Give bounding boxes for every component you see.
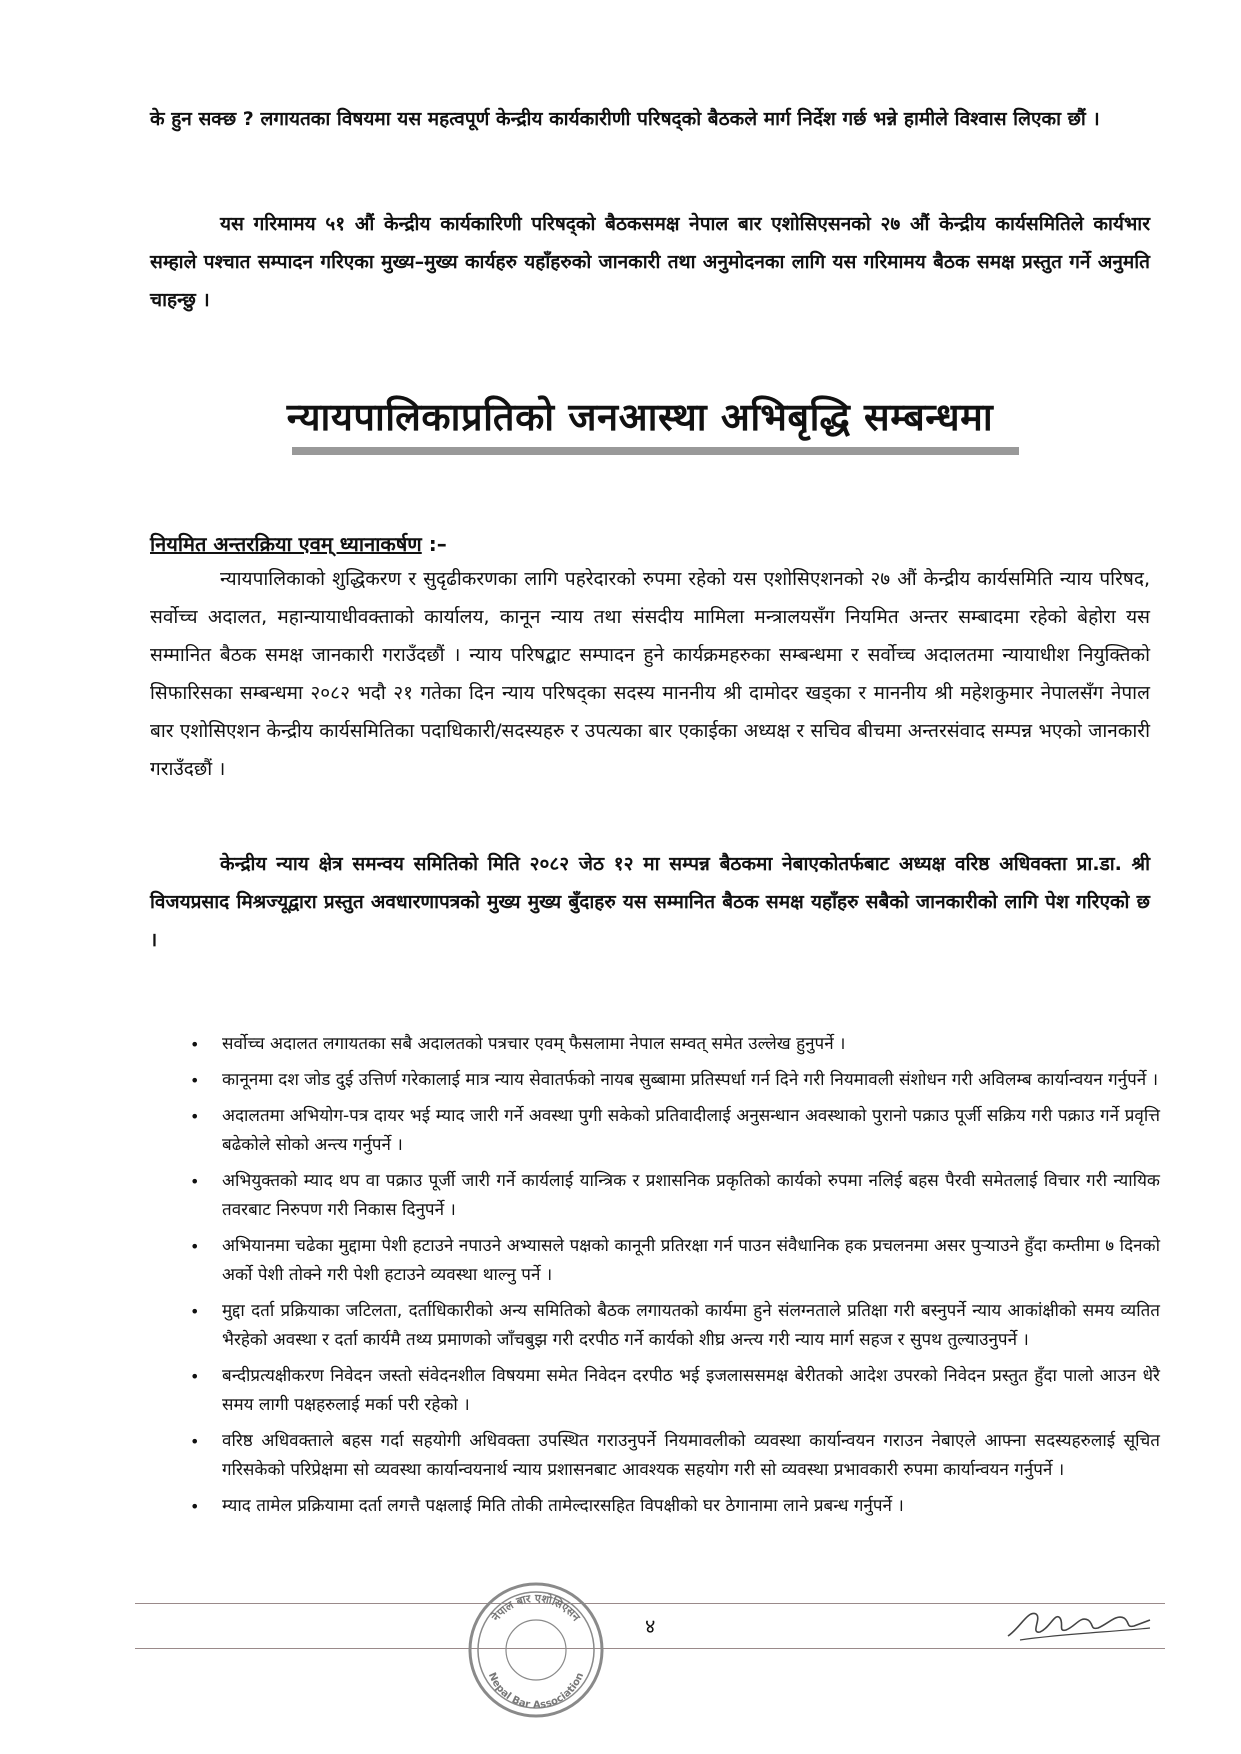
page-number: ४ bbox=[645, 1614, 656, 1638]
subheading-suffix: :– bbox=[421, 532, 447, 556]
list-item-text: म्याद तामेल प्रक्रियामा दर्ता लगत्तै पक्षलाई मिति तोकी तामेल्दारसहित विपक्षीको घर ठेगानामा लाने प्रबन्ध गर्नुपर्ने । bbox=[222, 1496, 904, 1516]
bullet-icon: • bbox=[190, 1035, 200, 1054]
bullet-icon: • bbox=[190, 1071, 200, 1090]
list-item bbox=[150, 1102, 1160, 1160]
committee-paragraph: केन्द्रीय न्याय क्षेत्र समन्वय समितिको मिति २०८२ जेठ १२ मा सम्पन्न बैठकमा नेबाएकोतर्फबाट अध्यक्ष वरिष्ठ अधिवक्ता प्रा.डा. श्री विजयप्रसाद मिश्रज्यूद्वारा प्रस्तुत अवधारणापत्रको मुख्य मुख्य बुँदाहरु यस सम्मानित बैठक समक्ष यहाँहरु सबैको जानकारीको लागि पेश गरिएको छ । bbox=[150, 853, 1150, 951]
title-underline-bar bbox=[292, 447, 1019, 455]
bullet-icon: • bbox=[190, 1237, 200, 1256]
list-item-text: मुद्दा दर्ता प्रक्रियाका जटिलता, दर्ताधिकारीको अन्य समितिको बैठक लगायतको कार्यमा हुने संलग्नताले प्रतिक्षा गरी बस्नुपर्ने न्याय आकांक्षीको समय व्यतित भैरहेको अवस्था र दर्ता कार्यमै तथ्य प्रमाणको जाँचबुझ गरी दरपीठ गर्ने कार्यको शीघ्र अन्त्य गरी न्याय मार्ग सहज र सुपथ तुल्याउनुपर्ने । bbox=[222, 1301, 1160, 1350]
bullet-icon: • bbox=[190, 1432, 200, 1451]
list-item bbox=[150, 1167, 1160, 1225]
list-item bbox=[150, 1066, 1160, 1095]
interaction-paragraph: न्यायपालिकाको शुद्धिकरण र सुदृढीकरणका लागि पहरेदारको रुपमा रहेको यस एशोसिएशनको २७ औं केन्द्रीय कार्यसमिति न्याय परिषद, सर्वोच्च अदालत, महान्यायाधीवक्ताको कार्यालय, कानून न्याय तथा संसदीय मामिला मन्त्रालयसँग नियमित अन्तर सम्बादमा रहेको बेहोरा यस सम्मानित बैठक समक्ष जानकारी गराउँदछौं । न्याय परिषद्बाट सम्पादन हुने कार्यक्रमहरुका सम्बन्धमा र सर्वोच्च अदालतमा न्यायाधीश नियुक्तिको सिफारिसका सम्बन्धमा २०८२ भदौ २१ गतेका दिन न्याय परिषद्का सदस्य माननीय श्री दामोदर खड्का र माननीय श्री महेशकुमार नेपालसँग नेपाल बार एशोसिएशन केन्द्रीय कार्यसमितिका पदाधिकारी/सदस्यहरु र उपत्यका बार एकाईका अध्यक्ष र सचिव बीचमा अन्तरसंवाद सम्पन्न भएको जानकारी गराउँदछौं । bbox=[150, 568, 1150, 780]
list-item bbox=[150, 1030, 1160, 1059]
list-item-text: अभियानमा चढेका मुद्दामा पेशी हटाउने नपाउने अभ्यासले पक्षको कानूनी प्रतिरक्षा गर्न पाउन संवैधानिक हक प्रचलनमा असर पुर्‍याउने हुँदा कम्तीमा ७ दिनको अर्को पेशी तोक्ने गरी पेशी हटाउने व्यवस्था थाल्नु पर्ने । bbox=[222, 1236, 1160, 1285]
bullet-icon: • bbox=[190, 1367, 200, 1386]
list-item-text: अदालतमा अभियोग-पत्र दायर भई म्याद जारी गर्ने अवस्था पुगी सकेको प्रतिवादीलाई अनुसन्धान अवस्थाको पुरानो पक्राउ पूर्जी सक्रिय गरी पक्राउ गर्ने प्रवृत्ति बढेकोले सोको अन्त्य गर्नुपर्ने । bbox=[222, 1106, 1160, 1155]
list-item bbox=[150, 1427, 1160, 1485]
intro-paragraph: यस गरिमामय ५१ औं केन्द्रीय कार्यकारिणी परिषद्को बैठकसमक्ष नेपाल बार एशोसिएसनको २७ औं केन्द्रीय कार्यसमितिले कार्यभार सम्हाले पश्चात सम्पादन गरिएका मुख्य–मुख्य कार्यहरु यहाँहरुको जानकारी तथा अनुमोदनका लागि यस गरिमामय बैठक समक्ष प्रस्तुत गर्ने अनुमति चाहन्छु । bbox=[150, 213, 1150, 311]
bullet-icon: • bbox=[190, 1107, 200, 1126]
intro-continuation: के हुन सक्छ ? लगायतका विषयमा यस महत्वपूर्ण केन्द्रीय कार्यकारीणी परिषद्को बैठकले मार्ग निर्देश गर्छ भन्ने हामीले विश्वास लिएका छौं । bbox=[150, 108, 1100, 130]
seal-top-text: नेपाल बार एशोसिएसन bbox=[489, 1591, 583, 1624]
bullet-icon: • bbox=[190, 1172, 200, 1191]
seal-bottom-text: Nepal Bar Association bbox=[485, 1671, 587, 1712]
list-item-text: वरिष्ठ अधिवक्ताले बहस गर्दा सहयोगी अधिवक्ता उपस्थित गराउनुपर्ने नियमावलीको व्यवस्था कार्यान्वयन गराउन नेबाएले आफ्ना सदस्यहरुलाई सूचित गरिसकेको परिप्रेक्षमा सो व्यवस्था कार्यान्वयनार्थ न्याय प्रशासनबाट आवश्यक सहयोग गरी सो व्यवस्था प्रभावकारी रुपमा कार्यान्वयन गर्नुपर्ने । bbox=[222, 1431, 1160, 1480]
subheading-label: नियमित अन्तरक्रिया एवम् ध्यानाकर्षण bbox=[150, 532, 422, 556]
bullet-icon: • bbox=[190, 1302, 200, 1321]
list-item bbox=[150, 1492, 1160, 1521]
subheading bbox=[150, 530, 447, 557]
list-item bbox=[150, 1297, 1160, 1355]
list-item-text: सर्वोच्च अदालत लगायतका सबै अदालतको पत्रचार एवम् फैसलामा नेपाल सम्वत् समेत उल्लेख हुनुपर्ने । bbox=[222, 1034, 846, 1054]
list-item bbox=[150, 1362, 1160, 1420]
bullet-list bbox=[150, 1030, 1160, 1528]
bullet-icon: • bbox=[190, 1497, 200, 1516]
list-item-text: अभियुक्तको म्याद थप वा पक्राउ पूर्जी जारी गर्ने कार्यलाई यान्त्रिक र प्रशासनिक प्रकृतिको कार्यको रुपमा नलिई बहस पैरवी समेतलाई विचार गरी न्यायिक तवरबाट निरुपण गरी निकास दिनुपर्ने । bbox=[222, 1171, 1160, 1220]
section-title: न्यायपालिकाप्रतिको जनआस्था अभिबृद्धि सम्बन्धमा bbox=[286, 395, 994, 439]
list-item-text: कानूनमा दश जोड दुई उत्तिर्ण गरेकालाई मात्र न्याय सेवातर्फको नायब सुब्बामा प्रतिस्पर्धा गर्न दिने गरी नियमावली संशोधन गरी अविलम्ब कार्यान्वयन गर्नुपर्ने । bbox=[222, 1070, 1159, 1090]
list-item bbox=[150, 1232, 1160, 1290]
list-item-text: बन्दीप्रत्यक्षीकरण निवेदन जस्तो संवेदनशील विषयमा समेत निवेदन दरपीठ भई इजलाससमक्ष बेरीतको आदेश उपरको निवेदन प्रस्तुत हुँदा पालो आउन धेरै समय लागी पक्षहरुलाई मर्का परी रहेको । bbox=[222, 1366, 1160, 1415]
signature bbox=[1000, 1598, 1170, 1648]
footer-line-bottom bbox=[135, 1648, 1165, 1649]
nepal-bar-association-seal bbox=[466, 1580, 606, 1720]
